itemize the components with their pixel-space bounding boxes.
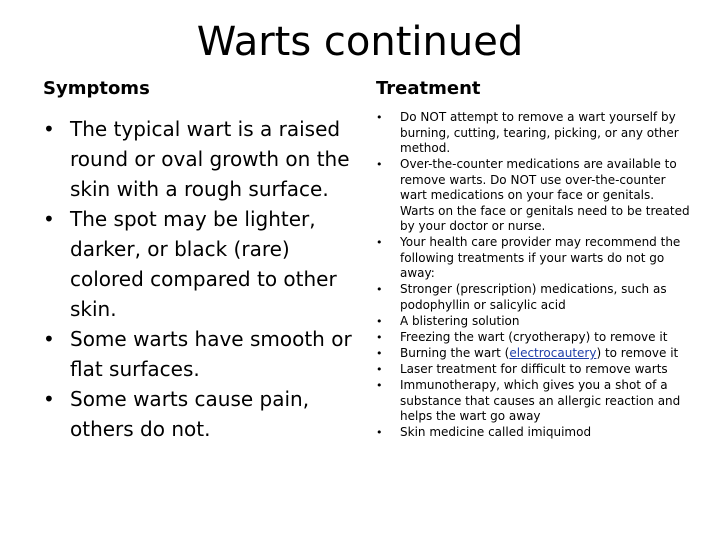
electrocautery-link[interactable]: electrocautery [509, 346, 597, 361]
burning-text-after: ) to remove it [596, 346, 679, 361]
treatment-item: • Over-the-counter medications are available to remove warts. Do NOT use over-the-counter wart medications on your face or genitals. Warts on the face or genitals need to be treated by your doctor or nurse. [376, 157, 692, 235]
burning-text-before: Burning the wart ( [400, 346, 510, 361]
treatment-item: • Laser treatment for difficult to remove warts [376, 362, 692, 378]
slide-title: Warts continued [196, 19, 524, 65]
symptom-item: • The spot may be lighter, darker, or black (rare) colored compared to other skin. [43, 204, 353, 324]
symptom-item: • Some warts have smooth or flat surfaces. [43, 324, 353, 384]
symptoms-list [43, 114, 353, 444]
treatment-list [376, 110, 692, 441]
treatment-item: • Freezing the wart (cryotherapy) to remove it [376, 330, 692, 346]
treatment-item: • Your health care provider may recommend the following treatments if your warts do not go away: [376, 235, 692, 282]
treatment-item: • A blistering solution [376, 314, 692, 330]
symptom-item: • Some warts cause pain, others do not. [43, 384, 353, 444]
treatment-item: • Do NOT attempt to remove a wart yourself by burning, cutting, tearing, picking, or any other method. [376, 110, 692, 157]
treatment-item: • Immunotherapy, which gives you a shot of a substance that causes an allergic reaction and helps the wart go away [376, 378, 692, 425]
treatment-item: • Skin medicine called imiquimod [376, 425, 692, 441]
treatment-item-burning [376, 346, 692, 362]
symptoms-heading: Symptoms [43, 78, 150, 99]
treatment-item: • Stronger (prescription) medications, such as podophyllin or salicylic acid [376, 282, 692, 313]
treatment-heading: Treatment [376, 78, 481, 99]
symptom-item: • The typical wart is a raised round or oval growth on the skin with a rough surface. [43, 114, 353, 204]
